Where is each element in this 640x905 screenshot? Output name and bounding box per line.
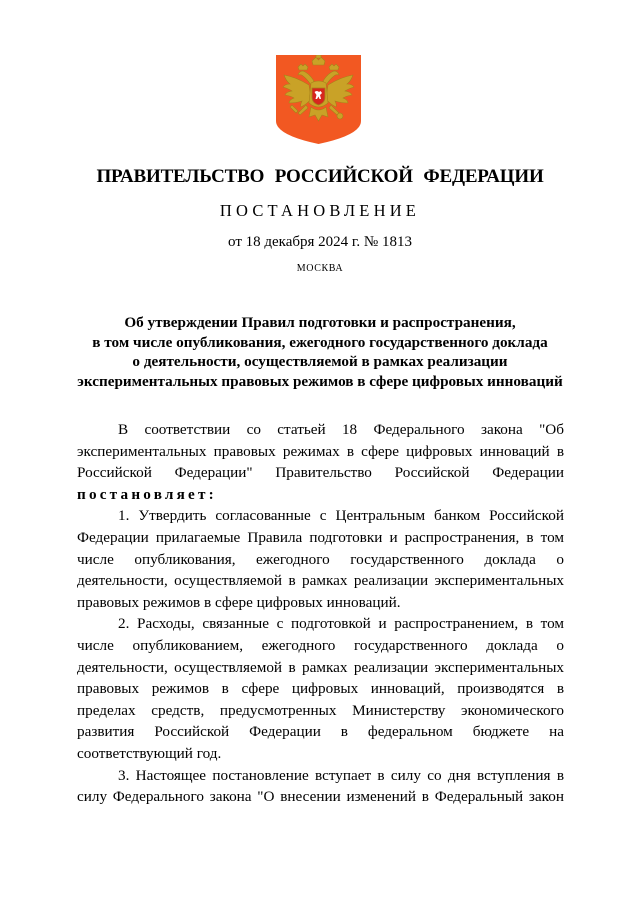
document-city: МОСКВА <box>296 263 344 274</box>
heading-line: экспериментальных правовых режимов в сфере цифровых инноваций <box>77 372 563 390</box>
item-1-text: 1. Утвердить согласованные с Центральным банком Российской Федерации прилагаемые Правила подготовки и распространения, в том числе опубликования, ежегодного государственного доклада о деятельности, осуществляемой в рамках реализации экспериментальных правовых режимов в сфере цифровых инноваций. <box>77 507 564 611</box>
document-heading <box>60 313 580 391</box>
resolves-word: постановляет: <box>77 485 217 503</box>
paragraph-item-1 <box>77 505 564 613</box>
paragraph-item-2 <box>77 613 564 764</box>
item-3-text: 3. Настоящее постановление вступает в силу со дня вступления в силу Федерального закона "О внесении изменений в Федеральный закон <box>77 766 564 806</box>
document-body <box>77 419 564 808</box>
coat-of-arms-russia-icon <box>276 55 361 144</box>
heading-line: о деятельности, осуществляемой в рамках реализации <box>132 353 508 371</box>
document-type: ПОСТАНОВЛЕНИЕ <box>219 201 421 220</box>
government-title: ПРАВИТЕЛЬСТВО РОССИЙСКОЙ ФЕДЕРАЦИИ <box>96 166 544 187</box>
paragraph-item-3 <box>77 765 564 808</box>
preamble-text: В соответствии со статьей 18 Федерального закона "Об экспериментальных правовых режимах в сфере цифровых инноваций в Российской Федерации" Правительство Российской Федерации <box>77 421 564 482</box>
heading-line: в том числе опубликования, ежегодного государственного доклада <box>92 333 548 351</box>
document-date-number: от 18 декабря 2024 г. № 1813 <box>228 234 412 250</box>
preamble-paragraph <box>77 419 564 505</box>
item-2-text: 2. Расходы, связанные с подготовкой и распространением, в том числе опубликованием, ежегодного государственного доклада о деятельности, осуществляемой в рамках реализации экспериментальных правовых режимов в сфере цифровых инноваций, производятся в пределах средств, предусмотренных Министерству экономического развития Российской Федерации в федеральном бюджете на соответствующий год. <box>77 615 564 762</box>
heading-line: Об утверждении Правил подготовки и распространения, <box>124 314 516 331</box>
